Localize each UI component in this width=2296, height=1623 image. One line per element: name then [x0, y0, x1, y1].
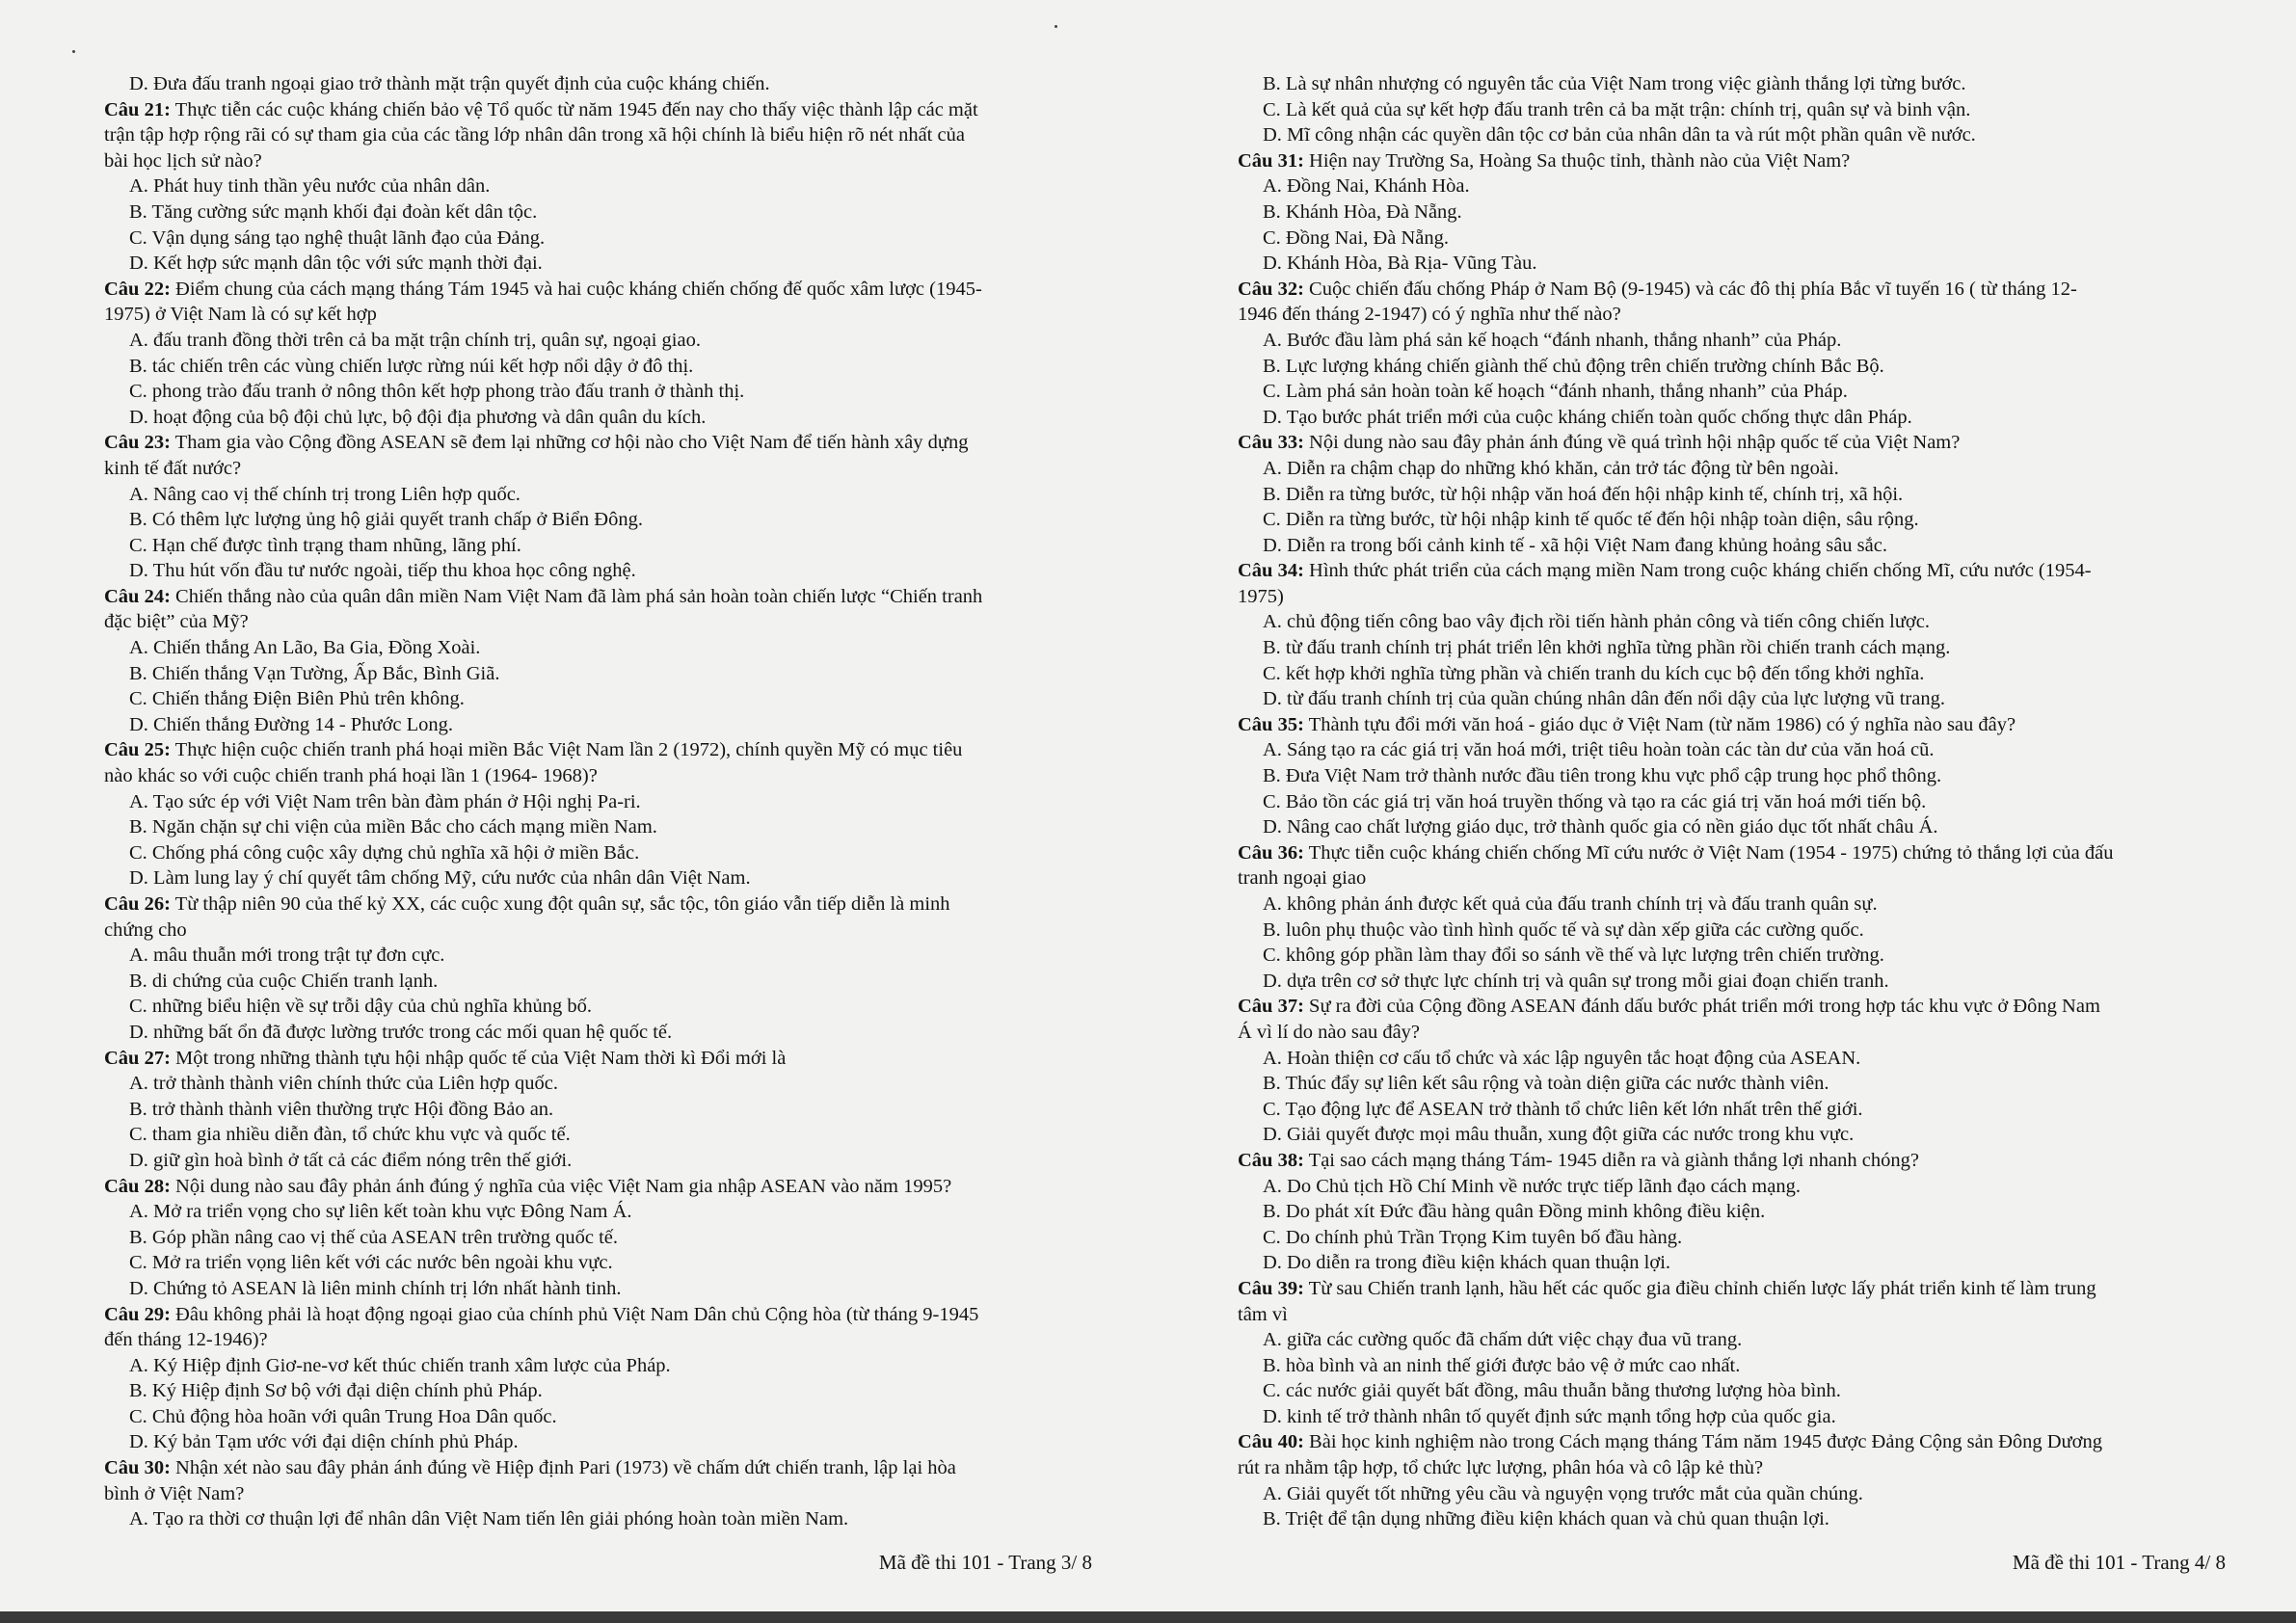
- question-continuation: trận tập hợp rộng rãi có sự tham gia của các tầng lớp nhân dân trong xã hội chính là biểu hiện rõ nét nhất của: [104, 124, 965, 146]
- question-number: Câu 33:: [1238, 432, 1304, 454]
- page-3: [104, 71, 1092, 1575]
- question-number: Câu 31:: [1238, 149, 1304, 172]
- scan-speck: [1055, 25, 1057, 28]
- answer-option: B. Có thêm lực lượng ủng hộ giải quyết tranh chấp ở Biển Đông.: [129, 509, 643, 531]
- answer-option: A. Mở ra triển vọng cho sự liên kết toàn khu vực Đông Nam Á.: [129, 1201, 632, 1223]
- answer-option: A. Đồng Nai, Khánh Hòa.: [1263, 175, 1470, 198]
- question-text: Chiến thắng nào của quân dân miền Nam Việt Nam đã làm phá sản hoàn toàn chiến lược “Chiến tranh: [170, 585, 983, 607]
- answer-option: C. Chủ động hòa hoãn với quân Trung Hoa Dân quốc.: [129, 1405, 557, 1427]
- question-line: [104, 430, 1092, 456]
- answer-option: C. những biểu hiện về sự trỗi dậy của chủ nghĩa khủng bố.: [129, 996, 592, 1018]
- answer-option: A. mâu thuẫn mới trong trật tự đơn cực.: [129, 945, 445, 967]
- question-number: Câu 23:: [104, 432, 171, 454]
- question-continuation: kinh tế đất nước?: [104, 457, 242, 479]
- question-text: Thực hiện cuộc chiến tranh phá hoại miền Bắc Việt Nam lần 2 (1972), chính quyền Mỹ có mục tiêu: [170, 739, 963, 761]
- answer-option: D. hoạt động của bộ đội chủ lực, bộ đội địa phương và dân quân du kích.: [129, 406, 707, 428]
- answer-option: B. Tăng cường sức mạnh khối đại đoàn kết dân tộc.: [129, 200, 538, 223]
- answer-option: D. dựa trên cơ sở thực lực chính trị và quân sự trong mỗi giai đoạn chiến tranh.: [1263, 970, 1889, 992]
- answer-option: C. tham gia nhiều diễn đàn, tổ chức khu vực và quốc tế.: [129, 1124, 571, 1146]
- page-4: [1238, 71, 2226, 1575]
- answer-option: C. Là kết quả của sự kết hợp đấu tranh trên cả ba mặt trận: chính trị, quân sự và binh vận.: [1263, 98, 1971, 120]
- answer-option: B. luôn phụ thuộc vào tình hình quốc tế và sự dàn xếp giữa các cường quốc.: [1263, 918, 1864, 941]
- answer-option: C. Diễn ra từng bước, từ hội nhập kinh tế quốc tế đến hội nhập toàn diện, sâu rộng.: [1263, 509, 1919, 531]
- answer-option: D. kinh tế trở thành nhân tố quyết định sức mạnh tổng hợp của quốc gia.: [1263, 1405, 1836, 1427]
- scanner-bottom-edge: [0, 1611, 2296, 1623]
- answer-option: D. Mĩ công nhận các quyền dân tộc cơ bản của nhân dân ta và rút một phần quân về nước.: [1263, 124, 1976, 146]
- question-text: Thành tựu đổi mới văn hoá - giáo dục ở Việt Nam (từ năm 1986) có ý nghĩa nào sau đây?: [1303, 713, 2016, 735]
- question-line: [1238, 1429, 2226, 1455]
- question-number: Câu 38:: [1238, 1149, 1304, 1171]
- page-3-footer: Mã đề thi 101 - Trang 3/ 8: [878, 1551, 1092, 1574]
- answer-option: B. Đưa Việt Nam trở thành nước đầu tiên trong khu vực phổ cập trung học phổ thông.: [1263, 765, 1942, 787]
- question-number: Câu 24:: [104, 585, 171, 607]
- question-line: [1238, 430, 2226, 456]
- answer-option: B. Thúc đẩy sự liên kết sâu rộng và toàn diện giữa các nước thành viên.: [1263, 1073, 1829, 1095]
- answer-option: B. tác chiến trên các vùng chiến lược rừng núi kết hợp nổi dậy ở đô thị.: [129, 355, 694, 377]
- answer-option: D. Do diễn ra trong điều kiện khách quan thuận lợi.: [1263, 1252, 1671, 1274]
- answer-option: C. Đồng Nai, Đà Nẵng.: [1263, 226, 1450, 249]
- question-continuation: rút ra nhằm tập hợp, tổ chức lực lượng, phân hóa và cô lập kẻ thù?: [1238, 1457, 1764, 1479]
- question-text: Từ sau Chiến tranh lạnh, hầu hết các quốc gia điều chỉnh chiến lược lấy phát triển kinh tế làm trung: [1303, 1277, 2096, 1299]
- question-line: [104, 1046, 1092, 1072]
- answer-option: C. không góp phần làm thay đổi so sánh về thế và lực lượng trên chiến trường.: [1263, 945, 1884, 967]
- question-continuation: bình ở Việt Nam?: [104, 1482, 245, 1504]
- answer-option: D. Tạo bước phát triển mới của cuộc kháng chiến toàn quốc chống thực dân Pháp.: [1263, 406, 1912, 428]
- question-line: [104, 97, 1092, 123]
- question-number: Câu 25:: [104, 739, 171, 761]
- answer-option: D. giữ gìn hoà bình ở tất cả các điểm nóng trên thế giới.: [129, 1149, 573, 1171]
- answer-option: D. Chiến thắng Đường 14 - Phước Long.: [129, 713, 453, 735]
- answer-option: C. phong trào đấu tranh ở nông thôn kết hợp phong trào đấu tranh ở thành thị.: [129, 381, 745, 403]
- answer-option: B. Diễn ra từng bước, từ hội nhập văn hoá đến hội nhập kinh tế, chính trị, xã hội.: [1263, 483, 1904, 505]
- answer-option: A. chủ động tiến công bao vây địch rồi tiến hành phản công và tiến công chiến lược.: [1263, 611, 1930, 633]
- answer-option: C. Vận dụng sáng tạo nghệ thuật lãnh đạo của Đảng.: [129, 226, 546, 249]
- answer-option: A. không phản ánh được kết quả của đấu tranh chính trị và đấu tranh quân sự.: [1263, 893, 1878, 915]
- answer-option: A. Tạo ra thời cơ thuận lợi để nhân dân Việt Nam tiến lên giải phóng hoàn toàn miền Nam.: [129, 1508, 849, 1530]
- answer-option: B. Góp phần nâng cao vị thế của ASEAN trên trường quốc tế.: [129, 1226, 619, 1248]
- answer-option: D. Đưa đấu tranh ngoại giao trở thành mặt trận quyết định của cuộc kháng chiến.: [129, 73, 770, 94]
- question-number: Câu 35:: [1238, 713, 1304, 735]
- scan-speck: [72, 50, 75, 53]
- answer-option: A. đấu tranh đồng thời trên cả ba mặt trận chính trị, quân sự, ngoại giao.: [129, 329, 701, 351]
- question-line: [104, 277, 1092, 303]
- answer-option: B. Do phát xít Đức đầu hàng quân Đồng minh không điều kiện.: [1263, 1201, 1766, 1223]
- question-line: [104, 1455, 1092, 1481]
- question-text: Điểm chung của cách mạng tháng Tám 1945 và hai cuộc kháng chiến chống đế quốc xâm lược (1945-: [170, 278, 982, 300]
- answer-option: B. Chiến thắng Vạn Tường, Ấp Bắc, Bình Giã.: [129, 662, 500, 684]
- answer-option: A. giữa các cường quốc đã chấm dứt việc chạy đua vũ trang.: [1263, 1329, 1743, 1351]
- question-text: Một trong những thành tựu hội nhập quốc tế của Việt Nam thời kì Đổi mới là: [170, 1047, 787, 1069]
- page-3-content: [104, 71, 1092, 1532]
- answer-option: D. Giải quyết được mọi mâu thuẫn, xung đột giữa các nước trong khu vực.: [1263, 1124, 1855, 1146]
- question-continuation: chứng cho: [104, 918, 187, 941]
- question-text: Thực tiễn các cuộc kháng chiến bảo vệ Tổ quốc từ năm 1945 đến nay cho thấy việc thành lập các mặt: [170, 98, 978, 120]
- answer-option: D. Kết hợp sức mạnh dân tộc với sức mạnh thời đại.: [129, 253, 543, 275]
- question-number: Câu 27:: [104, 1047, 171, 1069]
- question-text: Cuộc chiến đấu chống Pháp ở Nam Bộ (9-1945) và các đô thị phía Bắc vĩ tuyến 16 ( từ tháng 12-: [1303, 278, 2077, 300]
- page-4-content: [1238, 71, 2226, 1532]
- answer-option: C. Hạn chế được tình trạng tham nhũng, lãng phí.: [129, 534, 521, 556]
- answer-option: B. hòa bình và an ninh thế giới được bảo vệ ở mức cao nhất.: [1263, 1354, 1741, 1376]
- answer-option: D. những bất ổn đã được lường trước trong các mối quan hệ quốc tế.: [129, 1021, 673, 1043]
- answer-option: B. từ đấu tranh chính trị phát triển lên khởi nghĩa từng phần rồi chiến tranh cách mạng.: [1263, 637, 1951, 659]
- answer-option: C. Chống phá công cuộc xây dựng chủ nghĩa xã hội ở miền Bắc.: [129, 841, 640, 864]
- answer-option: A. Sáng tạo ra các giá trị văn hoá mới, triệt tiêu hoàn toàn các tàn dư của văn hoá cũ.: [1263, 739, 1935, 761]
- question-continuation: 1946 đến tháng 2-1947) có ý nghĩa như thế nào?: [1238, 304, 1621, 326]
- answer-option: D. Khánh Hòa, Bà Rịa- Vũng Tàu.: [1263, 253, 1537, 275]
- question-continuation: bài học lịch sử nào?: [104, 149, 262, 172]
- answer-option: C. Làm phá sản hoàn toàn kế hoạch “đánh nhanh, thắng nhanh” của Pháp.: [1263, 381, 1848, 403]
- question-text: Nội dung nào sau đây phản ánh đúng về quá trình hội nhập quốc tế của Việt Nam?: [1303, 432, 1961, 454]
- answer-option: B. di chứng của cuộc Chiến tranh lạnh.: [129, 970, 439, 992]
- answer-option: B. Ngăn chặn sự chi viện của miền Bắc cho cách mạng miền Nam.: [129, 816, 657, 838]
- question-line: [104, 891, 1092, 918]
- question-number: Câu 39:: [1238, 1277, 1304, 1299]
- answer-option: D. Làm lung lay ý chí quyết tâm chống Mỹ, cứu nước của nhân dân Việt Nam.: [129, 867, 751, 890]
- answer-option: A. Chiến thắng An Lão, Ba Gia, Đồng Xoài.: [129, 637, 481, 659]
- question-continuation: đến tháng 12-1946)?: [104, 1329, 268, 1351]
- answer-option: A. Hoàn thiện cơ cấu tổ chức và xác lập nguyên tắc hoạt động của ASEAN.: [1263, 1047, 1861, 1069]
- question-line: [1238, 277, 2226, 303]
- question-number: Câu 36:: [1238, 841, 1304, 864]
- question-text: Tham gia vào Cộng đồng ASEAN sẽ đem lại những cơ hội nào cho Việt Nam để tiến hành xây dựng: [170, 432, 969, 454]
- question-line: [1238, 712, 2226, 738]
- question-number: Câu 26:: [104, 893, 171, 915]
- question-line: [1238, 558, 2226, 584]
- question-number: Câu 21:: [104, 98, 171, 120]
- question-number: Câu 40:: [1238, 1431, 1304, 1453]
- question-line: [104, 1174, 1092, 1200]
- question-line: [1238, 840, 2226, 866]
- answer-option: A. Ký Hiệp định Giơ-ne-vơ kết thúc chiến tranh xâm lược của Pháp.: [129, 1354, 671, 1376]
- question-continuation: 1975) ở Việt Nam là có sự kết hợp: [104, 304, 377, 326]
- answer-option: A. Bước đầu làm phá sản kế hoạch “đánh nhanh, thắng nhanh” của Pháp.: [1263, 329, 1842, 351]
- question-number: Câu 28:: [104, 1175, 171, 1197]
- question-line: [1238, 1276, 2226, 1302]
- question-text: Từ thập niên 90 của thế kỷ XX, các cuộc xung đột quân sự, sắc tộc, tôn giáo vẫn tiếp diễn là minh: [170, 893, 950, 915]
- answer-option: D. Ký bản Tạm ước với đại diện chính phủ Pháp.: [129, 1431, 519, 1453]
- question-text: Nhận xét nào sau đây phản ánh đúng về Hiệp định Pari (1973) về chấm dứt chiến tranh, lập lại hòa: [170, 1457, 956, 1479]
- question-line: [1238, 1148, 2226, 1174]
- answer-option: C. Mở ra triển vọng liên kết với các nước bên ngoài khu vực.: [129, 1252, 613, 1274]
- answer-option: A. Phát huy tinh thần yêu nước của nhân dân.: [129, 175, 491, 198]
- question-number: Câu 30:: [104, 1457, 171, 1479]
- answer-option: C. các nước giải quyết bất đồng, mâu thuẫn bằng thương lượng hòa bình.: [1263, 1380, 1841, 1402]
- question-text: Bài học kinh nghiệm nào trong Cách mạng tháng Tám năm 1945 được Đảng Cộng sản Đông Dương: [1303, 1431, 2103, 1453]
- question-number: Câu 32:: [1238, 278, 1304, 300]
- question-text: Sự ra đời của Cộng đồng ASEAN đánh dấu bước phát triển mới trong hợp tác khu vực ở Đông Nam: [1303, 996, 2100, 1018]
- question-number: Câu 22:: [104, 278, 171, 300]
- question-continuation: tranh ngoại giao: [1238, 867, 1367, 890]
- question-continuation: 1975): [1238, 585, 1284, 607]
- answer-option: B. Khánh Hòa, Đà Nẵng.: [1263, 200, 1462, 223]
- answer-option: D. Thu hút vốn đầu tư nước ngoài, tiếp thu khoa học công nghệ.: [129, 560, 636, 582]
- question-continuation: nào khác so với cuộc chiến tranh phá hoại lần 1 (1964- 1968)?: [104, 765, 598, 787]
- answer-option: B. Triệt để tận dụng những điều kiện khách quan và chủ quan thuận lợi.: [1263, 1508, 1829, 1530]
- question-continuation: tâm vì: [1238, 1303, 1288, 1325]
- page-4-footer: Mã đề thi 101 - Trang 4/ 8: [2012, 1551, 2226, 1574]
- answer-option: A. trở thành thành viên chính thức của Liên hợp quốc.: [129, 1073, 558, 1095]
- answer-option: C. Bảo tồn các giá trị văn hoá truyền thống và tạo ra các giá trị văn hoá mới tiến bộ.: [1263, 790, 1927, 812]
- answer-option: D. Diễn ra trong bối cảnh kinh tế - xã hội Việt Nam đang khủng hoảng sâu sắc.: [1263, 534, 1887, 556]
- question-number: Câu 34:: [1238, 560, 1304, 582]
- question-text: Hiện nay Trường Sa, Hoàng Sa thuộc tỉnh, thành nào của Việt Nam?: [1303, 149, 1851, 172]
- question-line: [104, 737, 1092, 763]
- answer-option: D. Chứng tỏ ASEAN là liên minh chính trị lớn nhất hành tinh.: [129, 1277, 622, 1299]
- question-line: [1238, 994, 2226, 1020]
- answer-option: A. Nâng cao vị thế chính trị trong Liên hợp quốc.: [129, 483, 521, 505]
- answer-option: D. Nâng cao chất lượng giáo dục, trở thành quốc gia có nền giáo dục tốt nhất châu Á.: [1263, 816, 1938, 838]
- question-continuation: đặc biệt” của Mỹ?: [104, 611, 249, 633]
- answer-option: A. Giải quyết tốt những yêu cầu và nguyện vọng trước mắt của quần chúng.: [1263, 1482, 1863, 1504]
- question-text: Hình thức phát triển của cách mạng miền Nam trong cuộc kháng chiến chống Mĩ, cứu nước (1954-: [1303, 560, 2092, 582]
- answer-option: A. Diễn ra chậm chạp do những khó khăn, cản trở tác động từ bên ngoài.: [1263, 457, 1839, 479]
- question-line: [104, 1302, 1092, 1328]
- answer-option: C. Tạo động lực để ASEAN trở thành tổ chức liên kết lớn nhất trên thế giới.: [1263, 1098, 1863, 1120]
- question-text: Nội dung nào sau đây phản ánh đúng ý nghĩa của việc Việt Nam gia nhập ASEAN vào năm 1995?: [170, 1175, 952, 1197]
- answer-option: B. trở thành thành viên thường trực Hội đồng Bảo an.: [129, 1098, 554, 1120]
- question-text: Đâu không phải là hoạt động ngoại giao của chính phủ Việt Nam Dân chủ Cộng hòa (từ tháng 9-1945: [170, 1303, 979, 1325]
- answer-option: C. Do chính phủ Trần Trọng Kim tuyên bố đầu hàng.: [1263, 1226, 1683, 1248]
- question-number: Câu 29:: [104, 1303, 171, 1325]
- answer-option: B. Là sự nhân nhượng có nguyên tắc của Việt Nam trong việc giành thắng lợi từng bước.: [1263, 73, 1966, 94]
- answer-option: A. Do Chủ tịch Hồ Chí Minh về nước trực tiếp lãnh đạo cách mạng.: [1263, 1175, 1801, 1197]
- question-line: [1238, 148, 2226, 174]
- answer-option: C. kết hợp khởi nghĩa từng phần và chiến tranh du kích cục bộ đến tổng khởi nghĩa.: [1263, 662, 1925, 684]
- question-continuation: Á vì lí do nào sau đây?: [1238, 1021, 1421, 1043]
- answer-option: A. Tạo sức ép với Việt Nam trên bàn đàm phán ở Hội nghị Pa-ri.: [129, 790, 641, 812]
- answer-option: B. Lực lượng kháng chiến giành thế chủ động trên chiến trường chính Bắc Bộ.: [1263, 355, 1884, 377]
- question-number: Câu 37:: [1238, 996, 1304, 1018]
- answer-option: C. Chiến thắng Điện Biên Phủ trên không.: [129, 688, 465, 710]
- answer-option: B. Ký Hiệp định Sơ bộ với đại diện chính phủ Pháp.: [129, 1380, 543, 1402]
- question-text: Thực tiễn cuộc kháng chiến chống Mĩ cứu nước ở Việt Nam (1954 - 1975) chứng tỏ thắng lợi của đấu: [1303, 841, 2114, 864]
- question-text: Tại sao cách mạng tháng Tám- 1945 diễn ra và giành thắng lợi nhanh chóng?: [1303, 1149, 1919, 1171]
- answer-option: D. từ đấu tranh chính trị của quần chúng nhân dân đến nổi dậy của lực lượng vũ trang.: [1263, 688, 1945, 710]
- question-line: [104, 584, 1092, 610]
